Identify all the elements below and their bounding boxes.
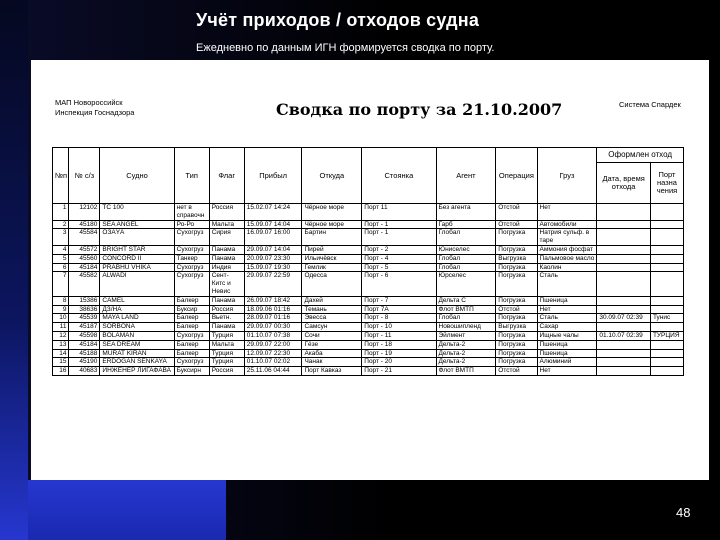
table-cell-agent: Новошипленд	[436, 323, 496, 332]
col-header: Дата, время отхода	[597, 163, 651, 204]
table-cell-dep	[597, 367, 651, 376]
table-cell-arrived: 29.09.07 22:59	[244, 272, 302, 296]
group-header: Оформлен отход	[597, 148, 684, 163]
table-cell-n: 6	[53, 263, 69, 272]
table-cell-berth: Порт - 6	[362, 272, 436, 296]
table-cell-op: Погрузка	[496, 296, 537, 305]
col-header: № с/з	[69, 148, 100, 204]
table-cell-flag: Панама	[209, 245, 244, 254]
table-cell-dest	[650, 272, 683, 296]
table-cell-cargo: Пальмовое масло	[537, 254, 597, 263]
table-cell-from: Ильичёвск	[302, 254, 362, 263]
table-cell-dep	[597, 220, 651, 229]
table-cell-agent: Без агента	[436, 204, 496, 221]
col-header: Флаг	[209, 148, 244, 204]
table-cell-vessel: CONCORD II	[100, 254, 174, 263]
document-system: Система Спардек	[619, 100, 681, 109]
table-cell-dest	[650, 263, 683, 272]
table-cell-n: 8	[53, 296, 69, 305]
table-cell-from: Дахей	[302, 296, 362, 305]
table-cell-cargo: Сталь	[537, 272, 597, 296]
table-cell-type: Балкер	[174, 314, 209, 323]
table-cell-type: Балкер	[174, 340, 209, 349]
table-cell-from: Акаба	[302, 349, 362, 358]
table-cell-from: Чёрное море	[302, 204, 362, 221]
table-cell-from: Пирей	[302, 245, 362, 254]
table-cell-type: Сухогруз	[174, 358, 209, 367]
table-cell-vessel: ALWADI	[100, 272, 174, 296]
table-row	[53, 314, 684, 323]
table-row	[53, 245, 684, 254]
table-cell-agent: Дельта-2	[436, 349, 496, 358]
table-cell-vessel: ОЗАYА	[100, 229, 174, 246]
table-cell-vessel: SORBONA	[100, 323, 174, 332]
table-cell-op: Погрузка	[496, 314, 537, 323]
table-cell-dep	[597, 272, 651, 296]
table-cell-dest	[650, 254, 683, 263]
table-cell-dep	[597, 305, 651, 314]
table-cell-berth: Порт - 10	[362, 323, 436, 332]
table-cell-agent: Дельта С	[436, 296, 496, 305]
table-cell-vessel: PRABHU VHIKA	[100, 263, 174, 272]
document-organization	[55, 98, 134, 118]
table-cell-arrived: 28.09.07 01:16	[244, 314, 302, 323]
table-cell-from: Сочи	[302, 331, 362, 340]
table-cell-arrived: 29.09.07 14:04	[244, 245, 302, 254]
table-cell-n: 2	[53, 220, 69, 229]
left-blue-band	[0, 0, 28, 540]
table-cell-dest	[650, 358, 683, 367]
table-cell-type: Сухогруз	[174, 229, 209, 246]
table-cell-arrived: 16.09.07 16:00	[244, 229, 302, 246]
table-cell-sz: 45539	[69, 314, 100, 323]
table-cell-berth: Порт - 5	[362, 263, 436, 272]
table-cell-from: Самсун	[302, 323, 362, 332]
table-cell-dep	[597, 263, 651, 272]
table-cell-dest	[650, 349, 683, 358]
table-cell-flag: Турция	[209, 349, 244, 358]
table-cell-flag: Сент-Китс и Невис	[209, 272, 244, 296]
table-cell-type: Ро-Ро	[174, 220, 209, 229]
table-cell-type: нет в справочн	[174, 204, 209, 221]
table-cell-type: Сухогруз	[174, 245, 209, 254]
col-header: Откуда	[302, 148, 362, 204]
table-row	[53, 272, 684, 296]
table-cell-arrived: 25.11.06 04:44	[244, 367, 302, 376]
table-cell-type: Буксир	[174, 305, 209, 314]
table-cell-n: 11	[53, 323, 69, 332]
table-cell-berth: Порт - 7	[362, 296, 436, 305]
page-number: 48	[676, 505, 691, 520]
table-cell-flag: Турция	[209, 358, 244, 367]
org-line: МАП Новороссийск	[55, 98, 123, 107]
table-cell-vessel: ИНЖЕНЕР ЛИГАФАВА	[100, 367, 174, 376]
table-cell-op: Отстой	[496, 305, 537, 314]
table-cell-arrived: 01.10.07 02:02	[244, 358, 302, 367]
table-cell-sz: 45188	[69, 349, 100, 358]
table-cell-agent: Дельта-2	[436, 340, 496, 349]
table-cell-berth: Порт 11	[362, 204, 436, 221]
table-cell-agent: Глобал	[436, 254, 496, 263]
table-row	[53, 263, 684, 272]
table-cell-vessel: ДЗ/НА	[100, 305, 174, 314]
table-cell-dest	[650, 229, 683, 246]
table-cell-type: Танкер	[174, 254, 209, 263]
table-cell-op: Погрузка	[496, 349, 537, 358]
table-cell-from: Эвесса	[302, 314, 362, 323]
table-cell-sz: 12102	[69, 204, 100, 221]
table-cell-n: 4	[53, 245, 69, 254]
table-cell-type: Буксирн	[174, 367, 209, 376]
table-cell-dep	[597, 358, 651, 367]
table-cell-dep	[597, 340, 651, 349]
table-cell-berth: Порт - 2	[362, 245, 436, 254]
col-header: Прибыл	[244, 148, 302, 204]
table-row	[53, 254, 684, 263]
org-line: Инспекция Госнадзора	[55, 108, 135, 117]
table-cell-vessel: BRIGHT STAR	[100, 245, 174, 254]
table-cell-cargo: Нет	[537, 367, 597, 376]
table-cell-sz: 45598	[69, 331, 100, 340]
table-row	[53, 331, 684, 340]
table-cell-dep: 30.09.07 02:39	[597, 314, 651, 323]
table-cell-op: Отстой	[496, 204, 537, 221]
table-cell-dest: Тунис	[650, 314, 683, 323]
table-cell-type: Балкер	[174, 296, 209, 305]
table-cell-dep	[597, 229, 651, 246]
table-cell-dest	[650, 204, 683, 221]
table-cell-op: Погрузка	[496, 229, 537, 246]
table-cell-n: 13	[53, 340, 69, 349]
table-cell-flag: Россия	[209, 204, 244, 221]
table-cell-arrived: 01.10.07 07:38	[244, 331, 302, 340]
table-cell-dest	[650, 245, 683, 254]
table-cell-dep	[597, 254, 651, 263]
table-cell-berth: Порт - 20	[362, 358, 436, 367]
table-cell-dest	[650, 305, 683, 314]
table-cell-vessel: MURAT KIRAN	[100, 349, 174, 358]
col-header: Судно	[100, 148, 174, 204]
table-cell-op: Выгрузка	[496, 323, 537, 332]
document-title: Сводка по порту за 21.10.2007	[276, 100, 563, 119]
table-cell-n: 15	[53, 358, 69, 367]
table-cell-arrived: 15.02.07 14:24	[244, 204, 302, 221]
table-row	[53, 229, 684, 246]
table-cell-cargo: Пшеница	[537, 296, 597, 305]
table-cell-flag: Сирия	[209, 229, 244, 246]
table-cell-arrived: 12.09.07 22:30	[244, 349, 302, 358]
table-cell-sz: 40683	[69, 367, 100, 376]
table-cell-sz: 38636	[69, 305, 100, 314]
report-document	[31, 60, 709, 480]
table-cell-cargo: Нет	[537, 305, 597, 314]
table-cell-n: 14	[53, 349, 69, 358]
table-cell-agent: Глобал	[436, 263, 496, 272]
table-cell-berth: Порт - 18	[362, 340, 436, 349]
table-cell-agent: Гарб	[436, 220, 496, 229]
table-cell-dest	[650, 323, 683, 332]
table-cell-sz: 45180	[69, 220, 100, 229]
table-row	[53, 305, 684, 314]
table-cell-from: Порт Кавказ	[302, 367, 362, 376]
table-cell-sz: 15386	[69, 296, 100, 305]
table-cell-n: 9	[53, 305, 69, 314]
col-header: Порт назна чения	[650, 163, 683, 204]
table-cell-op: Отстой	[496, 220, 537, 229]
table-cell-cargo: Аммония фосфат	[537, 245, 597, 254]
col-header: Стоянка	[362, 148, 436, 204]
table-cell-flag: Панама	[209, 254, 244, 263]
table-cell-sz: 45584	[69, 229, 100, 246]
port-report-table	[52, 147, 684, 376]
table-row	[53, 358, 684, 367]
table-row	[53, 204, 684, 221]
table-cell-agent: Юниселес	[436, 245, 496, 254]
table-cell-from: Чанак	[302, 358, 362, 367]
table-cell-vessel: ТС 100	[100, 204, 174, 221]
table-cell-berth: Порт - 11	[362, 331, 436, 340]
table-cell-op: Погрузка	[496, 245, 537, 254]
table-cell-op: Погрузка	[496, 340, 537, 349]
table-cell-dep	[597, 323, 651, 332]
table-cell-from: Одесса	[302, 272, 362, 296]
table-cell-flag: Вьетн.	[209, 314, 244, 323]
table-row	[53, 340, 684, 349]
table-cell-from: Гёзе	[302, 340, 362, 349]
table-cell-berth: Порт - 1	[362, 229, 436, 246]
table-cell-n: 16	[53, 367, 69, 376]
table-cell-n: 10	[53, 314, 69, 323]
table-cell-arrived: 15.09.07 14:04	[244, 220, 302, 229]
table-cell-type: Сухогруз	[174, 263, 209, 272]
table-cell-arrived: 29.09.07 00:30	[244, 323, 302, 332]
table-cell-arrived: 15.09.07 19:30	[244, 263, 302, 272]
table-cell-vessel: MAYA LAND	[100, 314, 174, 323]
table-cell-berth: Порт - 19	[362, 349, 436, 358]
table-cell-dest	[650, 340, 683, 349]
table-cell-sz: 45582	[69, 272, 100, 296]
table-cell-op: Погрузка	[496, 358, 537, 367]
table-cell-flag: Мальта	[209, 220, 244, 229]
table-body	[53, 204, 684, 376]
table-cell-type: Балкер	[174, 349, 209, 358]
table-cell-flag: Мальта	[209, 340, 244, 349]
table-row	[53, 349, 684, 358]
table-cell-berth: Порт - 8	[362, 314, 436, 323]
table-cell-op: Погрузка	[496, 272, 537, 296]
table-cell-dep: 01.10.07 02:39	[597, 331, 651, 340]
col-header: Агент	[436, 148, 496, 204]
table-cell-cargo: Алюминий	[537, 358, 597, 367]
table-cell-dest: ТУРЦИЯ	[650, 331, 683, 340]
table-cell-flag: Турция	[209, 331, 244, 340]
table-cell-cargo: Пшеница	[537, 340, 597, 349]
table-cell-agent: Глобал	[436, 314, 496, 323]
table-cell-arrived: 18.09.06 01:16	[244, 305, 302, 314]
table-header-row	[53, 148, 684, 163]
table-cell-op: Отстой	[496, 367, 537, 376]
table-cell-cargo: Натрия сульф. в таре	[537, 229, 597, 246]
table-cell-op: Погрузка	[496, 263, 537, 272]
col-header: №п	[53, 148, 69, 204]
table-cell-dest	[650, 220, 683, 229]
col-header: Тип	[174, 148, 209, 204]
table-cell-agent: Глобал	[436, 229, 496, 246]
table-cell-from: Темань	[302, 305, 362, 314]
table-cell-agent: Флот ВМТП	[436, 367, 496, 376]
table-cell-from: Бартин	[302, 229, 362, 246]
table-cell-flag: Индия	[209, 263, 244, 272]
table-cell-berth: Порт - 1	[362, 220, 436, 229]
table-cell-type: Балкер	[174, 323, 209, 332]
col-header: Груз	[537, 148, 597, 204]
table-cell-arrived: 26.09.07 18:42	[244, 296, 302, 305]
table-cell-dest	[650, 296, 683, 305]
table-cell-cargo: Пшеница	[537, 349, 597, 358]
table-cell-cargo: Нет	[537, 204, 597, 221]
table-cell-flag: Панама	[209, 323, 244, 332]
table-cell-flag: Россия	[209, 305, 244, 314]
table-cell-sz: 45560	[69, 254, 100, 263]
table-cell-vessel: SEA DREAM	[100, 340, 174, 349]
table-cell-sz: 45572	[69, 245, 100, 254]
table-cell-vessel: BOLAMAN	[100, 331, 174, 340]
col-header: Операция	[496, 148, 537, 204]
table-cell-n: 3	[53, 229, 69, 246]
table-cell-cargo: Каолин	[537, 263, 597, 272]
table-cell-dest	[650, 367, 683, 376]
table-cell-type: Сухогруз	[174, 331, 209, 340]
table-row	[53, 367, 684, 376]
table-cell-sz: 45184	[69, 263, 100, 272]
bottom-blue-band	[28, 480, 226, 540]
table-cell-cargo: Ищные чалы	[537, 331, 597, 340]
table-row	[53, 220, 684, 229]
table-cell-berth: Порт - 21	[362, 367, 436, 376]
table-cell-vessel: SEA ANGEL	[100, 220, 174, 229]
table-cell-vessel: ERDOGAN SENKAYA	[100, 358, 174, 367]
table-cell-vessel: CAMEL	[100, 296, 174, 305]
table-cell-cargo: Сахар	[537, 323, 597, 332]
table-cell-op: Выгрузка	[496, 254, 537, 263]
table-cell-arrived: 20.09.07 23:30	[244, 254, 302, 263]
table-cell-cargo: Сталь	[537, 314, 597, 323]
table-cell-agent: Дельта-2	[436, 358, 496, 367]
table-cell-n: 12	[53, 331, 69, 340]
table-cell-n: 1	[53, 204, 69, 221]
table-cell-agent: Юрселес	[436, 272, 496, 296]
table-cell-berth: Порт 7А	[362, 305, 436, 314]
table-cell-sz: 45187	[69, 323, 100, 332]
table-cell-n: 5	[53, 254, 69, 263]
slide-title: Учёт приходов / отходов судна	[196, 10, 480, 30]
table-cell-flag: Панама	[209, 296, 244, 305]
table-row	[53, 323, 684, 332]
table-cell-op: Погрузка	[496, 331, 537, 340]
table-cell-berth: Порт - 4	[362, 254, 436, 263]
slide-subtitle: Ежедневно по данным ИГН формируется сводка по порту.	[196, 42, 495, 54]
table-cell-cargo: Автомобили	[537, 220, 597, 229]
table-row	[53, 296, 684, 305]
table-cell-from: Чёрное море	[302, 220, 362, 229]
table-cell-dep	[597, 296, 651, 305]
table-cell-sz: 45190	[69, 358, 100, 367]
table-cell-dep	[597, 349, 651, 358]
table-cell-agent: Эйлмент	[436, 331, 496, 340]
table-cell-flag: Россия	[209, 367, 244, 376]
table-cell-n: 7	[53, 272, 69, 296]
table-cell-sz: 45184	[69, 340, 100, 349]
table-cell-type: Сухогруз	[174, 272, 209, 296]
table-cell-dep	[597, 245, 651, 254]
table-cell-agent: Флот ВМТП	[436, 305, 496, 314]
table-cell-from: Гемлик	[302, 263, 362, 272]
table-cell-dep	[597, 204, 651, 221]
table-cell-arrived: 29.09.07 22:00	[244, 340, 302, 349]
